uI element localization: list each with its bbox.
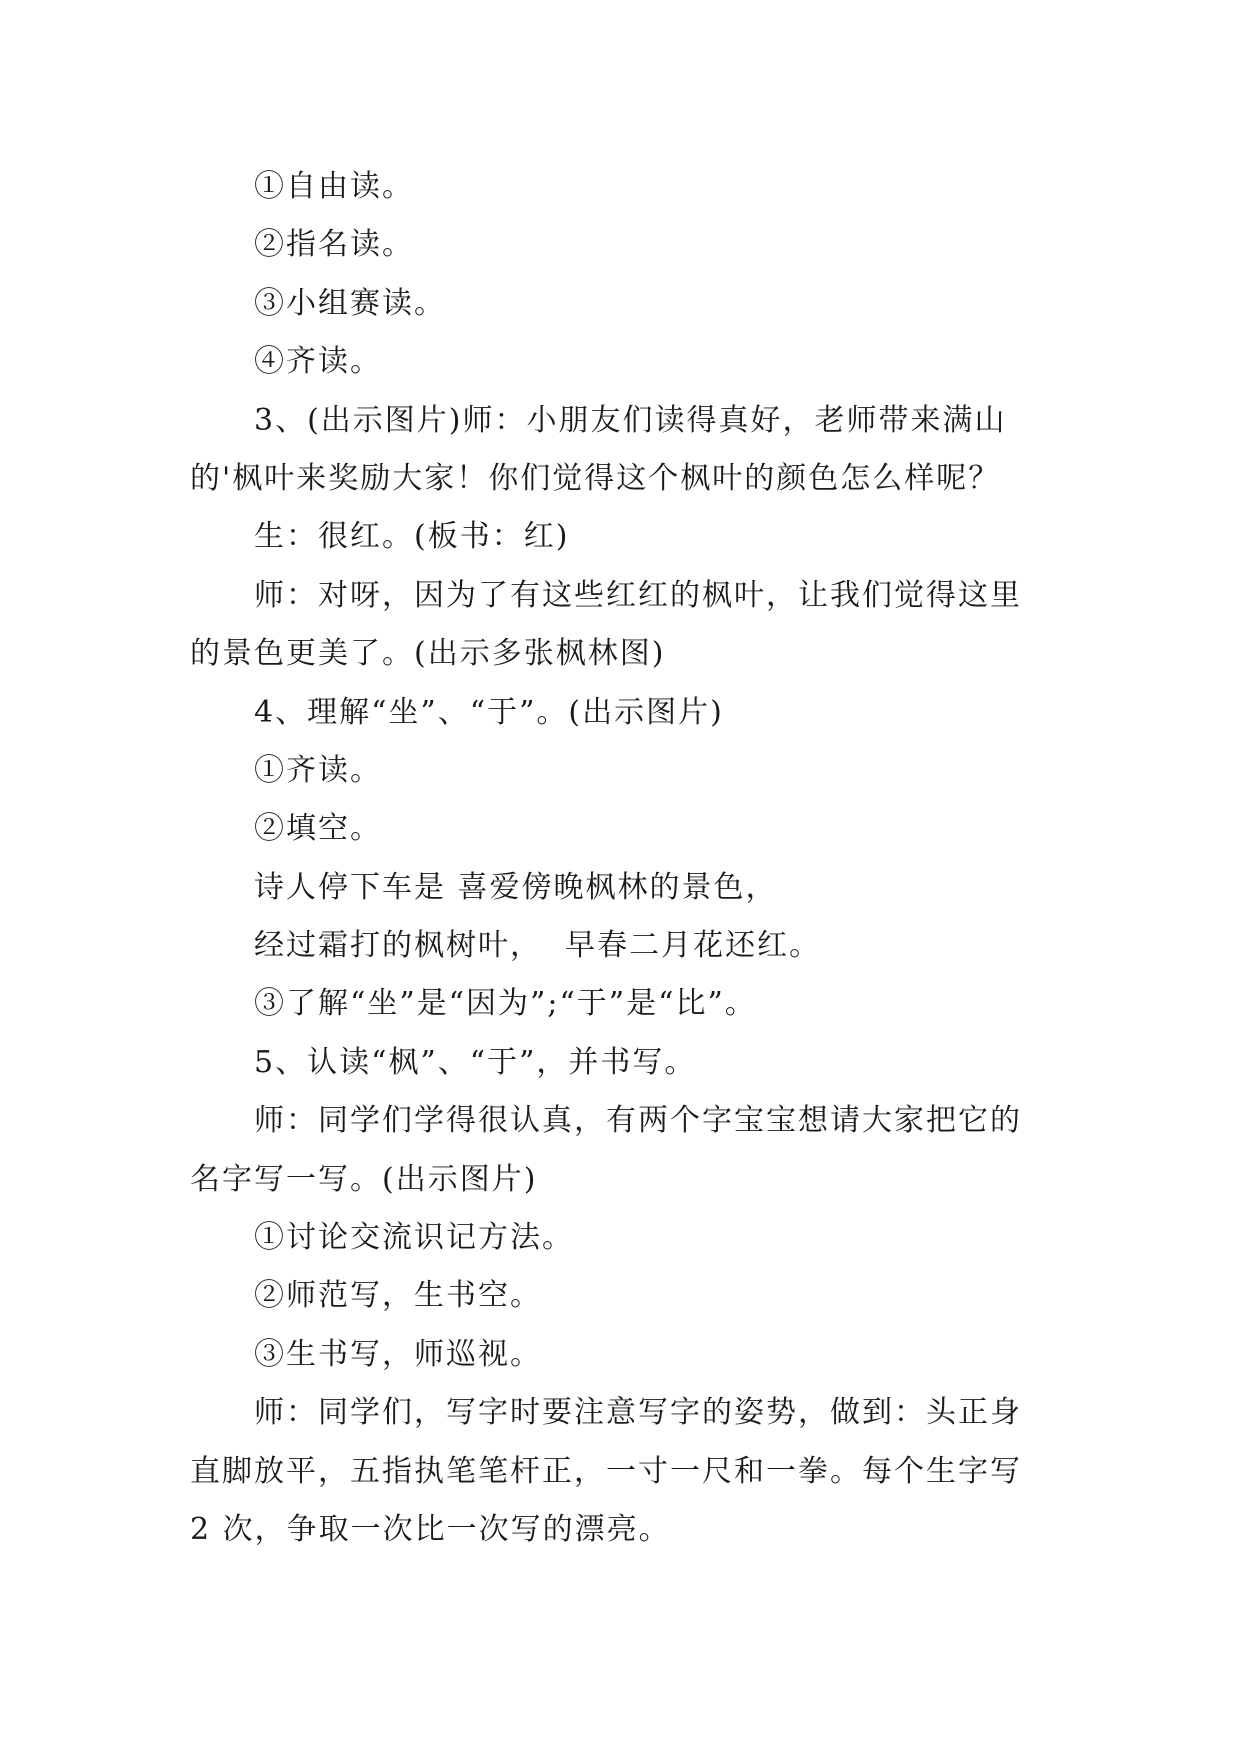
text-line: 经过霜打的枫树叶， 早春二月花还红。 [254, 928, 822, 964]
text-line: 名字写一写。(出示图片) [190, 1161, 538, 1197]
text-line: ②填空。 [254, 811, 382, 847]
text-line: 2 次，争取一次比一次写的漂亮。 [190, 1511, 671, 1547]
text-line: 直脚放平，五指执笔笔杆正，一寸一尺和一拳。每个生字写 [190, 1453, 1022, 1489]
text-line: ①讨论交流识记方法。 [254, 1220, 574, 1256]
text-line: ①齐读。 [254, 752, 382, 788]
text-line: ①自由读。 [254, 169, 414, 204]
text-line: ③生书写，师巡视。 [254, 1336, 542, 1372]
text-line: 生：很红。(板书：红) [254, 519, 570, 555]
text-line: 师：对呀，因为了有这些红红的枫叶，让我们觉得这里 [254, 577, 1022, 613]
text-line: 3、(出示图片)师：小朋友们读得真好，老师带来满山 [254, 402, 1007, 438]
text-line: ④齐读。 [254, 344, 382, 380]
text-line: ②师范写，生书空。 [254, 1278, 542, 1314]
text-line: 师：同学们，写字时要注意写字的姿势，做到：头正身 [254, 1395, 1022, 1431]
text-line: 的'枫叶来奖励大家！你们觉得这个枫叶的颜色怎么样呢？ [190, 460, 1001, 496]
text-line: ③小组赛读。 [254, 285, 446, 321]
text-line: 4、理解“坐”、“于”。(出示图片) [254, 694, 724, 730]
text-line: 诗人停下车是 喜爱傍晚枫林的景色， [254, 869, 778, 905]
text-line: ③了解“坐”是“因为”;“于”是“比”。 [254, 986, 757, 1022]
text-line: ②指名读。 [254, 227, 414, 263]
text-line: 5、认读“枫”、“于”，并书写。 [254, 1044, 697, 1080]
document-body [190, 158, 1066, 1559]
text-line: 的景色更美了。(出示多张枫林图) [190, 636, 666, 672]
text-line: 师：同学们学得很认真，有两个字宝宝想请大家把它的 [254, 1103, 1022, 1139]
